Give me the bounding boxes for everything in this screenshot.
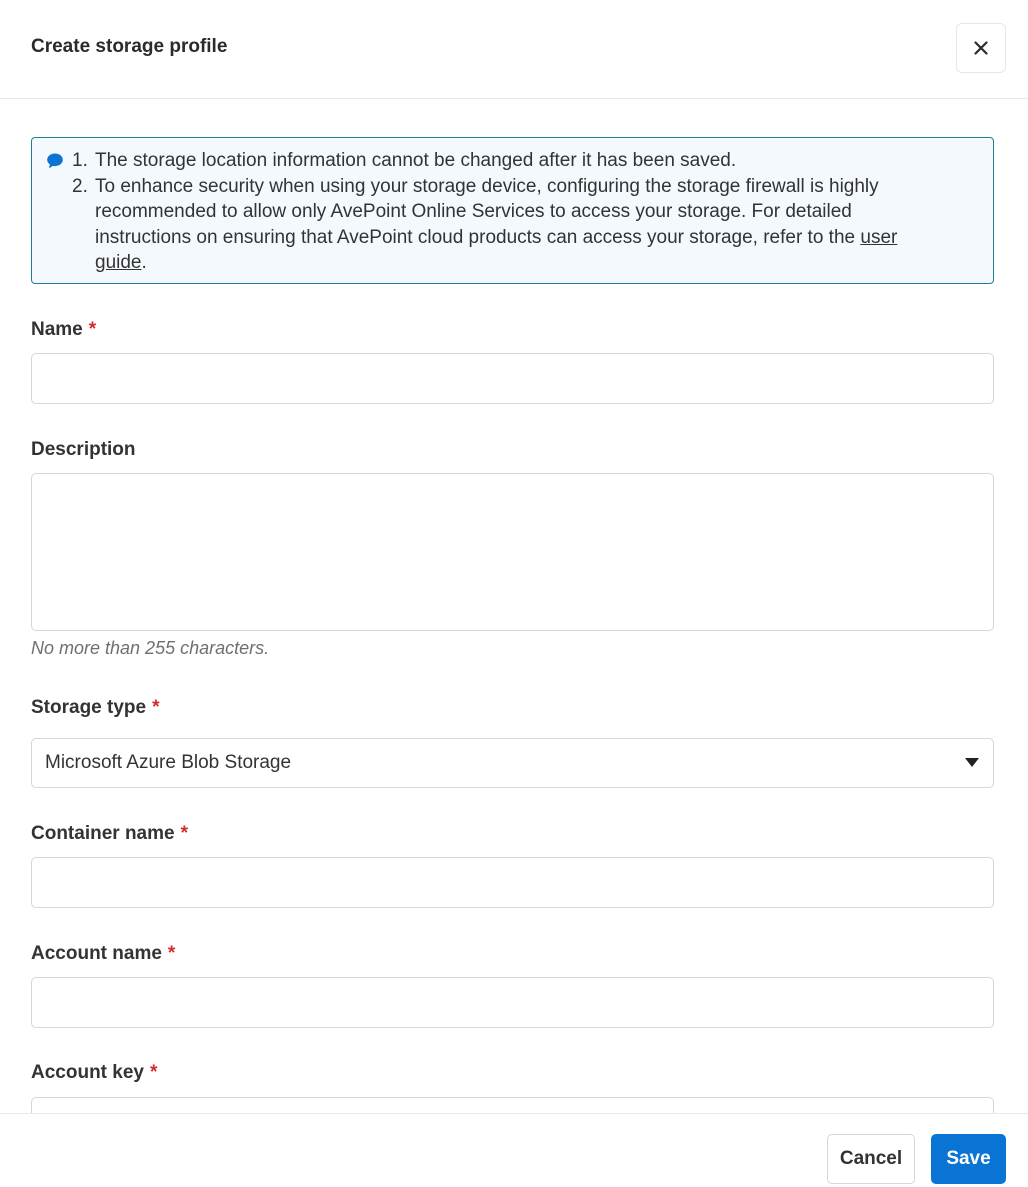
account-name-label — [31, 943, 175, 965]
required-marker: * — [149, 1062, 158, 1083]
info-item-number: 1. — [72, 150, 88, 171]
caret-down-icon — [965, 758, 979, 767]
close-icon — [974, 41, 988, 55]
account-key-input[interactable] — [31, 1097, 994, 1113]
description-label — [31, 439, 136, 461]
storage-type-label — [31, 697, 160, 719]
info-item-text — [95, 174, 953, 276]
description-hint: No more than 255 characters. — [31, 638, 270, 658]
name-label-text: Name — [31, 319, 83, 340]
description-textarea[interactable] — [31, 473, 994, 631]
account-key-label — [31, 1062, 157, 1084]
name-input[interactable] — [31, 353, 994, 404]
info-banner — [31, 137, 994, 284]
info-item-text-body: To enhance security when using your storage device, configuring the storage firewall is highly recommended to allow only AvePoint Online Services to access your storage. For detailed instructions on ensuring that AvePoint cloud products can access your storage, refer to the — [95, 175, 879, 248]
chat-bubble-icon — [46, 152, 64, 170]
save-button[interactable]: Save — [931, 1134, 1006, 1184]
account-name-input[interactable] — [31, 977, 994, 1028]
info-item-text: The storage location information cannot be changed after it has been saved. — [95, 150, 737, 171]
close-button[interactable] — [956, 23, 1006, 73]
user-guide-link[interactable]: user guide — [95, 226, 898, 273]
storage-type-selected-value: Microsoft Azure Blob Storage — [45, 752, 292, 773]
storage-type-label-text: Storage type — [31, 697, 147, 718]
required-marker: * — [88, 319, 97, 340]
info-list — [72, 148, 953, 276]
container-name-label-text: Container name — [31, 823, 175, 844]
description-label-text: Description — [31, 439, 136, 460]
cancel-button[interactable]: Cancel — [827, 1134, 915, 1184]
required-marker: * — [180, 823, 188, 844]
account-key-label-text: Account key — [31, 1062, 144, 1083]
info-item-number: 2. — [72, 175, 88, 197]
container-name-input[interactable] — [31, 857, 994, 908]
dialog-title: Create storage profile — [31, 36, 228, 57]
account-name-label-text: Account name — [31, 943, 162, 964]
storage-type-select[interactable] — [31, 738, 994, 788]
name-label — [31, 319, 96, 341]
required-marker: * — [152, 697, 160, 718]
info-item — [72, 174, 953, 276]
dialog-header — [0, 0, 1028, 99]
info-item-text-end: . — [141, 252, 147, 273]
dialog-body[interactable] — [0, 100, 1028, 1113]
info-item — [72, 148, 953, 174]
required-marker: * — [167, 943, 176, 964]
dialog-footer — [0, 1113, 1028, 1187]
container-name-label — [31, 823, 188, 845]
